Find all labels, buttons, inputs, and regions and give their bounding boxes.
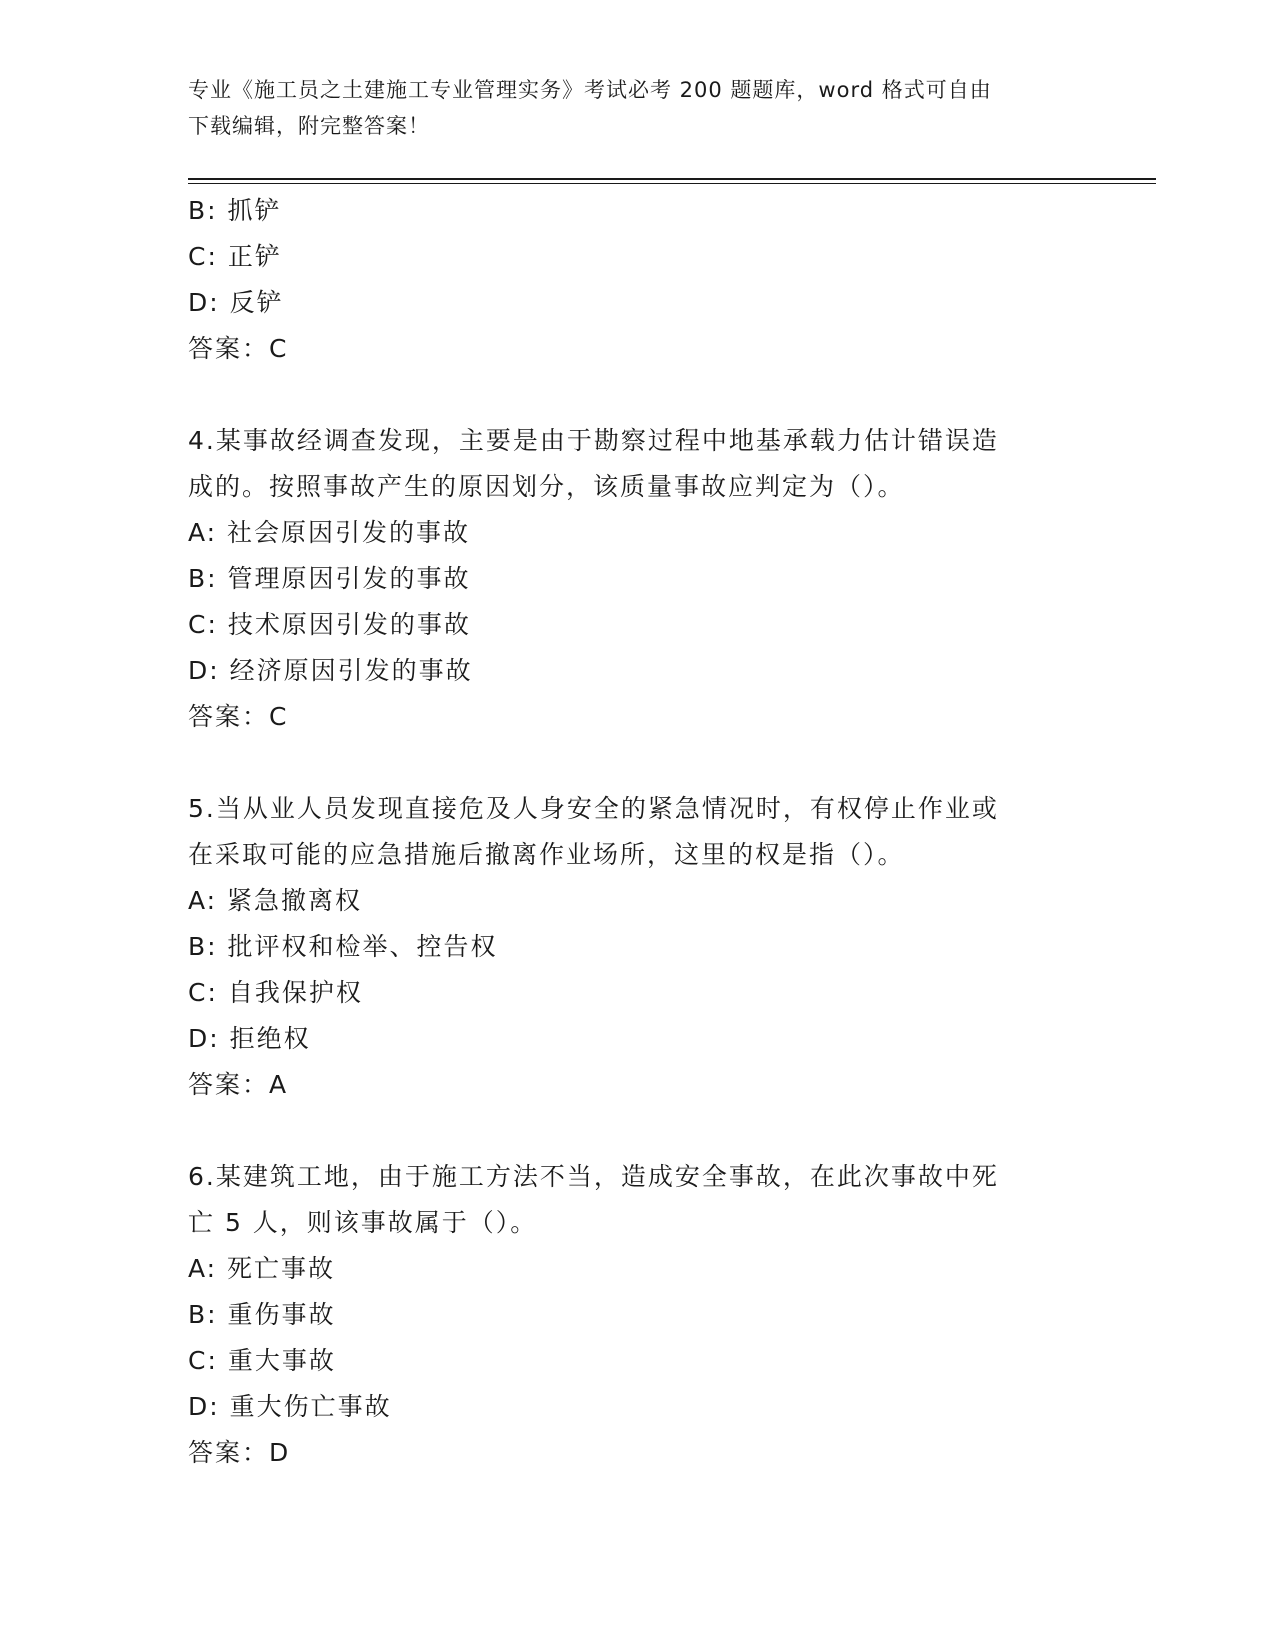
question-5 bbox=[188, 786, 1068, 1108]
header-line-2: 下载编辑，附完整答案！ bbox=[188, 114, 430, 138]
option-d: D: 反铲 bbox=[188, 288, 284, 317]
option-d: D: 拒绝权 bbox=[188, 1024, 311, 1053]
option-c: C: 技术原因引发的事故 bbox=[188, 610, 471, 639]
option-c: C: 正铲 bbox=[188, 242, 282, 271]
header-divider-thin bbox=[188, 183, 1156, 184]
question-list bbox=[188, 188, 1068, 1476]
option-b: B: 管理原因引发的事故 bbox=[188, 564, 471, 593]
question-stem-line-1: 5.当从业人员发现直接危及人身安全的紧急情况时，有权停止作业或 bbox=[188, 794, 999, 823]
option-b: B: 批评权和检举、控告权 bbox=[188, 932, 498, 961]
answer-line: 答案：C bbox=[188, 334, 289, 363]
question-6 bbox=[188, 1154, 1068, 1476]
option-d: D: 经济原因引发的事故 bbox=[188, 656, 473, 685]
question-3-tail bbox=[188, 188, 1068, 372]
question-stem-line-2: 成的。按照事故产生的原因划分，该质量事故应判定为（）。 bbox=[188, 472, 905, 501]
option-c: C: 重大事故 bbox=[188, 1346, 336, 1375]
option-a: A: 紧急撤离权 bbox=[188, 886, 363, 915]
answer-line: 答案：D bbox=[188, 1438, 291, 1467]
option-a: A: 死亡事故 bbox=[188, 1254, 336, 1283]
option-b: B: 重伤事故 bbox=[188, 1300, 336, 1329]
option-c: C: 自我保护权 bbox=[188, 978, 363, 1007]
question-stem-line-2: 在采取可能的应急措施后撤离作业场所，这里的权是指（）。 bbox=[188, 840, 905, 869]
option-b: B: 抓铲 bbox=[188, 196, 282, 225]
header-divider-thick bbox=[188, 178, 1156, 180]
option-a: A: 社会原因引发的事故 bbox=[188, 518, 471, 547]
question-stem-line-1: 6.某建筑工地，由于施工方法不当，造成安全事故，在此次事故中死 bbox=[188, 1162, 999, 1191]
question-4 bbox=[188, 418, 1068, 740]
answer-line: 答案：A bbox=[188, 1070, 289, 1099]
answer-line: 答案：C bbox=[188, 702, 289, 731]
question-stem-line-1: 4.某事故经调查发现，主要是由于勘察过程中地基承载力估计错误造 bbox=[188, 426, 999, 455]
question-stem-line-2: 亡 5 人，则该事故属于（）。 bbox=[188, 1208, 538, 1237]
header-line-1: 专业《施工员之土建施工专业管理实务》考试必考 200 题题库，word 格式可自由 bbox=[188, 78, 992, 102]
option-d: D: 重大伤亡事故 bbox=[188, 1392, 392, 1421]
document-header bbox=[188, 72, 1068, 144]
